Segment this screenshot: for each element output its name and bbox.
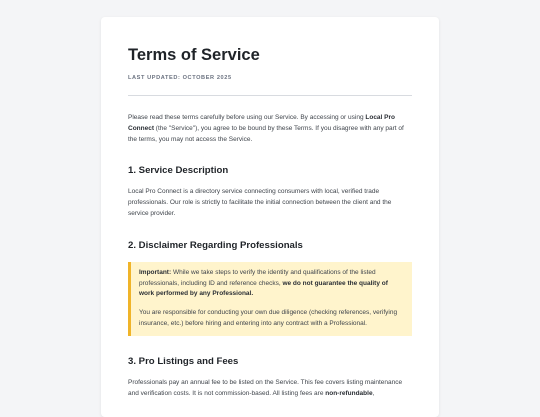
intro-text-after: (the "Service"), you agree to be bound by these Terms. If you disagree with any part of the terms, you may not access the Service. [128, 124, 404, 143]
intro-paragraph [128, 113, 412, 145]
notice-paragraph-2: You are responsible for conducting your own due diligence (checking references, verifying insurance, etc.) before hiring and entering into any contract with a Professional. [139, 309, 398, 327]
section-body-pro-listings [128, 378, 412, 400]
important-notice-box [128, 262, 412, 336]
notice-paragraph-1 [139, 268, 404, 300]
intro-text-before: Please read these terms carefully before using our Service. By accessing or using [128, 114, 366, 121]
listings-text-after: , [372, 389, 375, 397]
last-updated-label: LAST UPDATED: OCTOBER 2025 [128, 75, 232, 81]
header-divider [128, 95, 412, 96]
section-body-service-description: Local Pro Connect is a directory service connecting consumers with local, verified trade professionals. Our role is strictly to facilitate the initial connection between the client and the service provider. [128, 188, 392, 217]
listings-emphasis: non-refundable [325, 389, 373, 397]
notice-label: Important: [139, 268, 172, 276]
section-heading-pro-listings: 3. Pro Listings and Fees [128, 355, 239, 367]
notice-text-before: While we take steps to verify the identity and qualifications of the listed professionals, including ID and reference checks, [139, 268, 376, 287]
section-heading-disclaimer: 2. Disclaimer Regarding Professionals [128, 239, 303, 251]
notice-emphasis: we do not guarantee the quality of work performed by any Professional. [139, 279, 388, 298]
section-heading-service-description: 1. Service Description [128, 165, 229, 177]
intro-brand: Local Pro Connect [128, 114, 395, 132]
terms-card [101, 17, 439, 417]
page-title: Terms of Service [128, 46, 260, 64]
listings-text-before: Professionals pay an annual fee to be listed on the Service. This fee covers listing maintenance and verification costs. It is not commission-based. All listing fees are [128, 378, 403, 397]
